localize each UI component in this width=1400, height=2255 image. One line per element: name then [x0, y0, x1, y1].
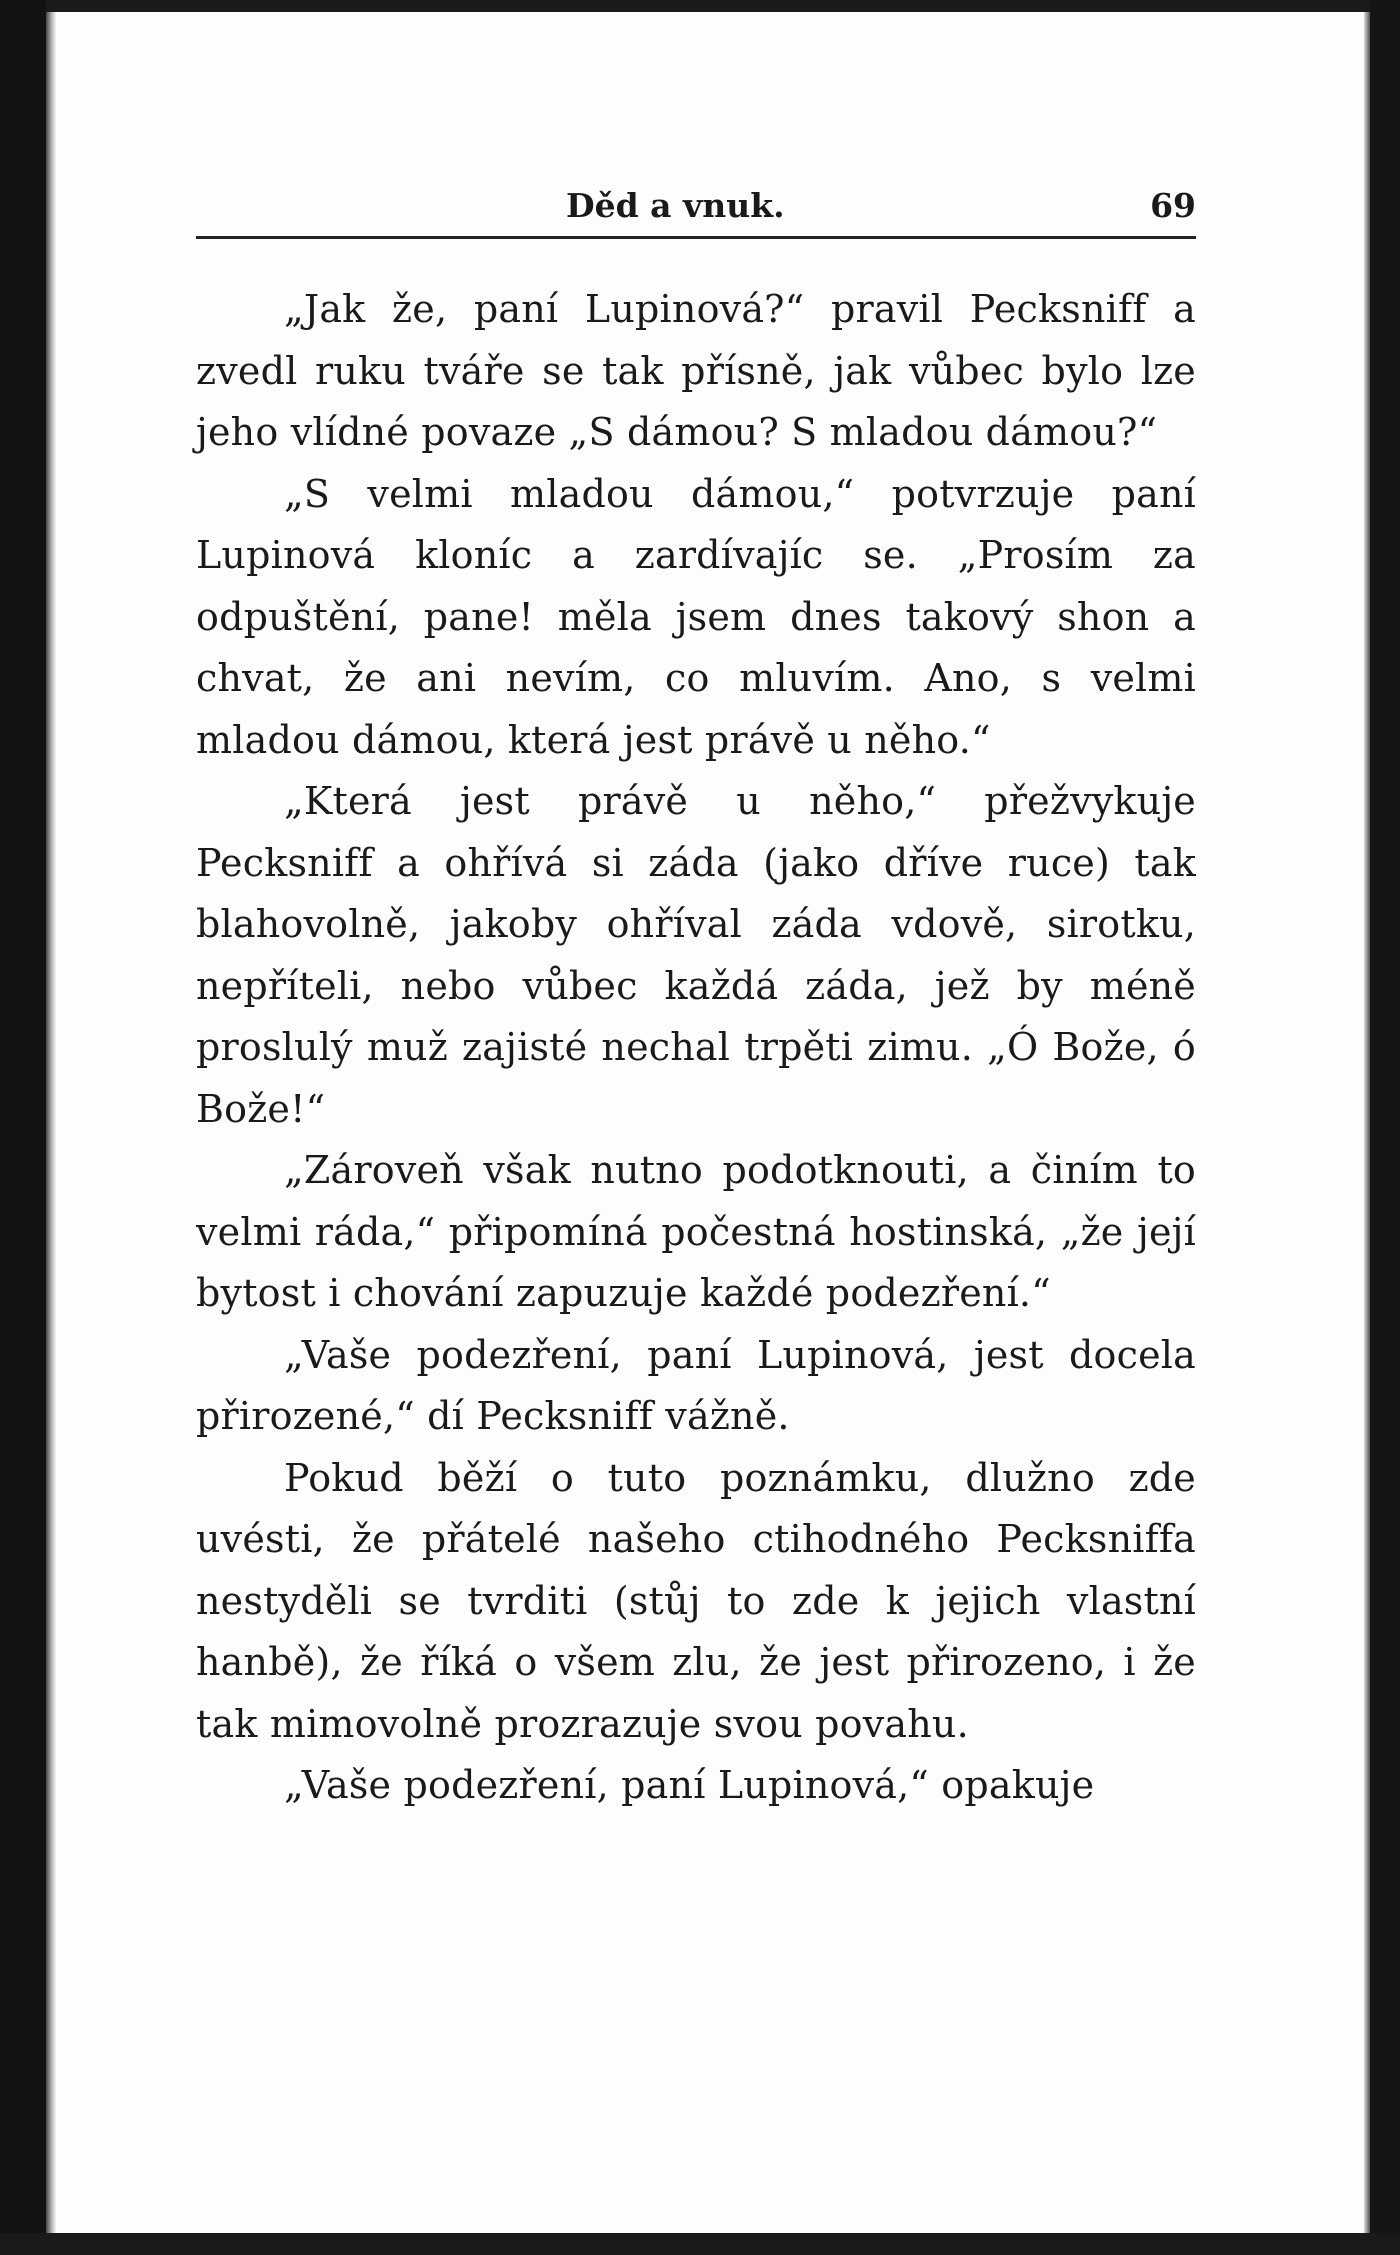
scan-border-left [0, 0, 46, 2255]
paragraph-6: Pokud běží o tuto poznámku, dlužno zde uvésti, že přátelé našeho ctihodného Pecksniffa nestyděli se tvrditi (stůj to zde k jejich vlastní hanbě), že říká o všem zlu, že jest přirozeno, i že tak mimovolně prozrazuje svou povahu. [196, 1455, 1196, 1746]
paragraph-4: „Zároveň však nutno podotknouti, a činím to velmi ráda,“ připomíná počestná hostinská, „že její bytost i chování zapuzuje každé podezření.“ [196, 1148, 1196, 1315]
body-text [196, 279, 1196, 1817]
scan-border-top [0, 0, 1400, 12]
paragraph-5: „Vaše podezření, paní Lupinová, jest docela přirozené,“ dí Pecksniff vážně. [196, 1332, 1196, 1438]
scan-gutter-shadow [46, 12, 56, 2255]
paragraph-7: „Vaše podezření, paní Lupinová,“ opakuje [284, 1763, 1095, 1807]
running-title: Děd a vnuk. [566, 186, 785, 225]
paragraph-1: „Jak že, paní Lupinová?“ pravil Pecksniff a zvedl ruku tváře se tak přísně, jak vůbec bylo lze jeho vlídné povaze „S dámou? S mladou dámou?“ [196, 287, 1196, 454]
scan-border-right [1370, 0, 1400, 2255]
paragraph-2: „S velmi mladou dámou,“ potvrzuje paní Lupinová kloníc a zardívajíc se. „Prosím za odpuštění, pane! měla jsem dnes takový shon a chvat, že ani nevím, co mluvím. Ano, s velmi mladou dámou, která jest právě u něho.“ [196, 471, 1196, 762]
scan-border-bottom [0, 2233, 1400, 2255]
page-number: 69 [1150, 186, 1196, 225]
page-content [196, 186, 1196, 1817]
scan-edge-shadow [1364, 12, 1370, 2255]
running-head [196, 186, 1196, 234]
header-rule [196, 236, 1196, 239]
paragraph-3: „Která jest právě u něho,“ přežvykuje Pecksniff a ohřívá si záda (jako dříve ruce) tak blahovolně, jakoby ohříval záda vdově, sirotku, nepříteli, nebo vůbec každá záda, jež by méně proslulý muž zajisté nechal trpěti zimu. „Ó Bože, ó Bože!“ [196, 779, 1196, 1131]
